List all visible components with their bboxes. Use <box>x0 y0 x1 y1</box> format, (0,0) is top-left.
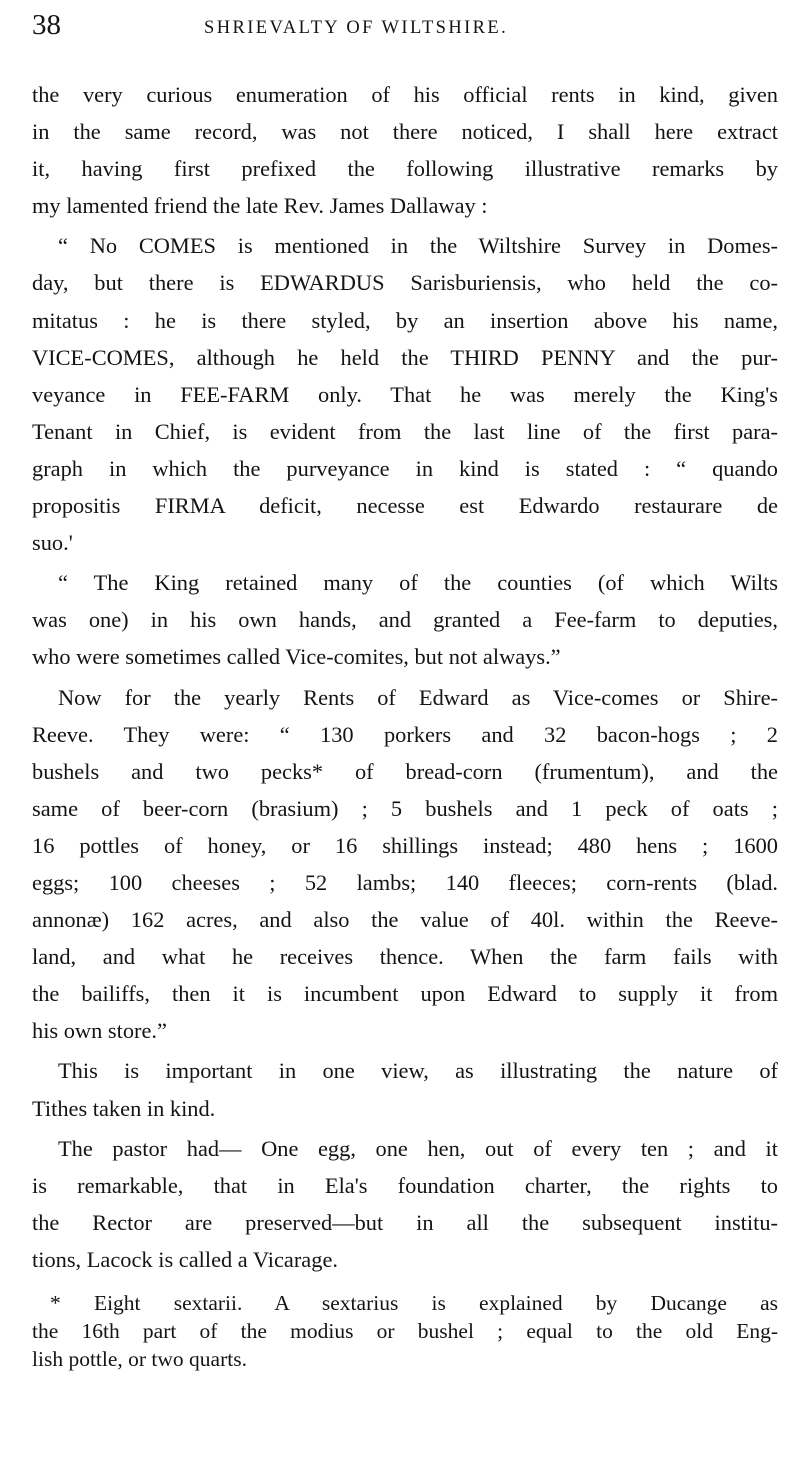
page-header <box>32 6 770 46</box>
text-line: was one) in his own hands, and granted a Fee-farm to deputies, <box>32 607 778 633</box>
text-line: it, having first prefixed the following illustrative remarks by <box>32 156 778 182</box>
text-line: mitatus : he is there styled, by an insertion above his name, <box>32 307 778 333</box>
text-line: is remarkable, that in Ela's foundation charter, the rights to <box>32 1172 778 1198</box>
text-line: the bailiffs, then it is incumbent upon Edward to supply it from <box>32 981 778 1007</box>
text-line: Reeve. They were: “ 130 porkers and 32 bacon-hogs ; 2 <box>32 721 778 747</box>
text-line: Tithes taken in kind. <box>32 1095 216 1121</box>
footnote <box>32 1289 778 1373</box>
text-line: same of beer-corn (brasium) ; 5 bushels and 1 peck of oats ; <box>32 795 778 821</box>
footnote-line: * Eight sextarii. A sextarius is explained by Ducange as <box>50 1291 778 1315</box>
text-line: his own store.” <box>32 1018 167 1044</box>
text-line: The pastor had— One egg, one hen, out of every ten ; and it <box>58 1135 778 1161</box>
page-number: 38 <box>32 9 61 41</box>
text-line: “ No COMES is mentioned in the Wiltshire Survey in Domes- <box>58 233 778 259</box>
text-line: veyance in FEE-FARM only. That he was merely the King's <box>32 381 778 407</box>
text-line: the very curious enumeration of his official rents in kind, given <box>32 82 778 107</box>
text-line: “ The King retained many of the counties (of which Wilts <box>58 570 778 596</box>
text-line: annonæ) 162 acres, and also the value of 40l. within the Reeve- <box>32 907 778 933</box>
body-text <box>32 76 778 1278</box>
footnote-line: lish pottle, or two quarts. <box>32 1347 247 1371</box>
text-line: Tenant in Chief, is evident from the last line of the first para- <box>32 418 778 444</box>
text-line: suo.' <box>32 530 73 556</box>
text-line: graph in which the purveyance in kind is stated : “ quando <box>32 455 778 481</box>
text-line: who were sometimes called Vice-comites, but not always.” <box>32 644 561 670</box>
text-line: tions, Lacock is called a Vicarage. <box>32 1246 338 1272</box>
text-line: in the same record, was not there noticed, I shall here extract <box>32 119 778 145</box>
text-line: VICE-COMES, although he held the THIRD PENNY and the pur- <box>32 344 778 370</box>
text-line: my lamented friend the late Rev. James Dallaway : <box>32 193 488 219</box>
footnote-line: the 16th part of the modius or bushel ; equal to the old Eng- <box>32 1319 778 1343</box>
text-line: day, but there is EDWARDUS Sarisburiensis, who held the co- <box>32 270 778 296</box>
running-head: SHRIEVALTY OF WILTSHIRE. <box>204 18 509 38</box>
text-line: land, and what he receives thence. When the farm fails with <box>32 944 778 970</box>
text-line: Now for the yearly Rents of Edward as Vice-comes or Shire- <box>58 684 778 710</box>
text-line: 16 pottles of honey, or 16 shillings instead; 480 hens ; 1600 <box>32 832 778 858</box>
text-line: the Rector are preserved—but in all the subsequent institu- <box>32 1209 778 1235</box>
text-line: bushels and two pecks* of bread-corn (frumentum), and the <box>32 758 778 784</box>
text-line: eggs; 100 cheeses ; 52 lambs; 140 fleeces; corn-rents (blad. <box>32 869 778 895</box>
text-line: This is important in one view, as illustrating the nature of <box>58 1058 778 1084</box>
text-line: propositis FIRMA deficit, necesse est Edwardo restaurare de <box>32 493 778 519</box>
